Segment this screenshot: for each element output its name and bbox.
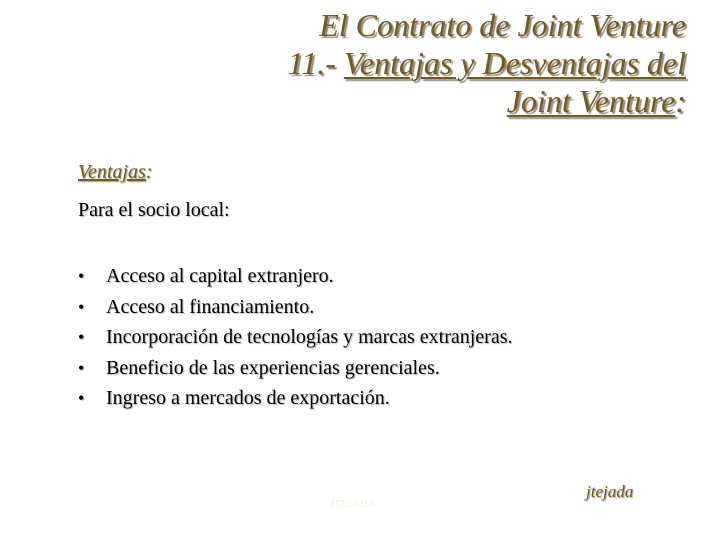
footer-faint-text: JTEJADA	[330, 498, 376, 510]
author-signature: jtejada	[586, 482, 634, 501]
bullet-item	[78, 322, 512, 353]
bullet-item	[78, 292, 512, 323]
bullet-icon: •	[78, 388, 85, 408]
title-line-2	[126, 44, 686, 82]
title-line-2-prefix: 11.-	[287, 45, 344, 81]
title-line-3-suffix: :	[675, 83, 686, 119]
bullet-item	[78, 383, 512, 414]
bullet-icon: •	[78, 327, 85, 347]
section-subheading: Para el socio local:	[78, 199, 230, 221]
bullet-icon: •	[78, 357, 85, 378]
section-heading	[78, 160, 152, 184]
bullet-icon: •	[78, 296, 85, 317]
bullet-text: Incorporación de tecnologías y marcas extranjeras.	[106, 326, 513, 348]
bullet-item	[78, 353, 512, 384]
bullet-item	[78, 261, 512, 292]
bullet-text: Beneficio de las experiencias gerenciales.	[106, 356, 440, 379]
section-heading-label: Ventajas	[78, 161, 146, 183]
title-line-3	[126, 82, 686, 120]
bullet-list	[78, 261, 512, 414]
title-line-2-underlined: Ventajas y Desventajas del	[343, 45, 686, 81]
section-heading-colon: :	[145, 161, 153, 183]
slide-title	[126, 6, 686, 120]
bullet-text: Ingreso a mercados de exportación.	[106, 387, 390, 409]
bullet-text: Acceso al financiamiento.	[106, 295, 315, 318]
bullet-text: Acceso al capital extranjero.	[106, 265, 334, 287]
title-line-3-underlined: Joint Venture	[506, 83, 676, 119]
title-line-1: El Contrato de Joint Venture	[319, 7, 686, 43]
bullet-icon: •	[78, 266, 85, 286]
